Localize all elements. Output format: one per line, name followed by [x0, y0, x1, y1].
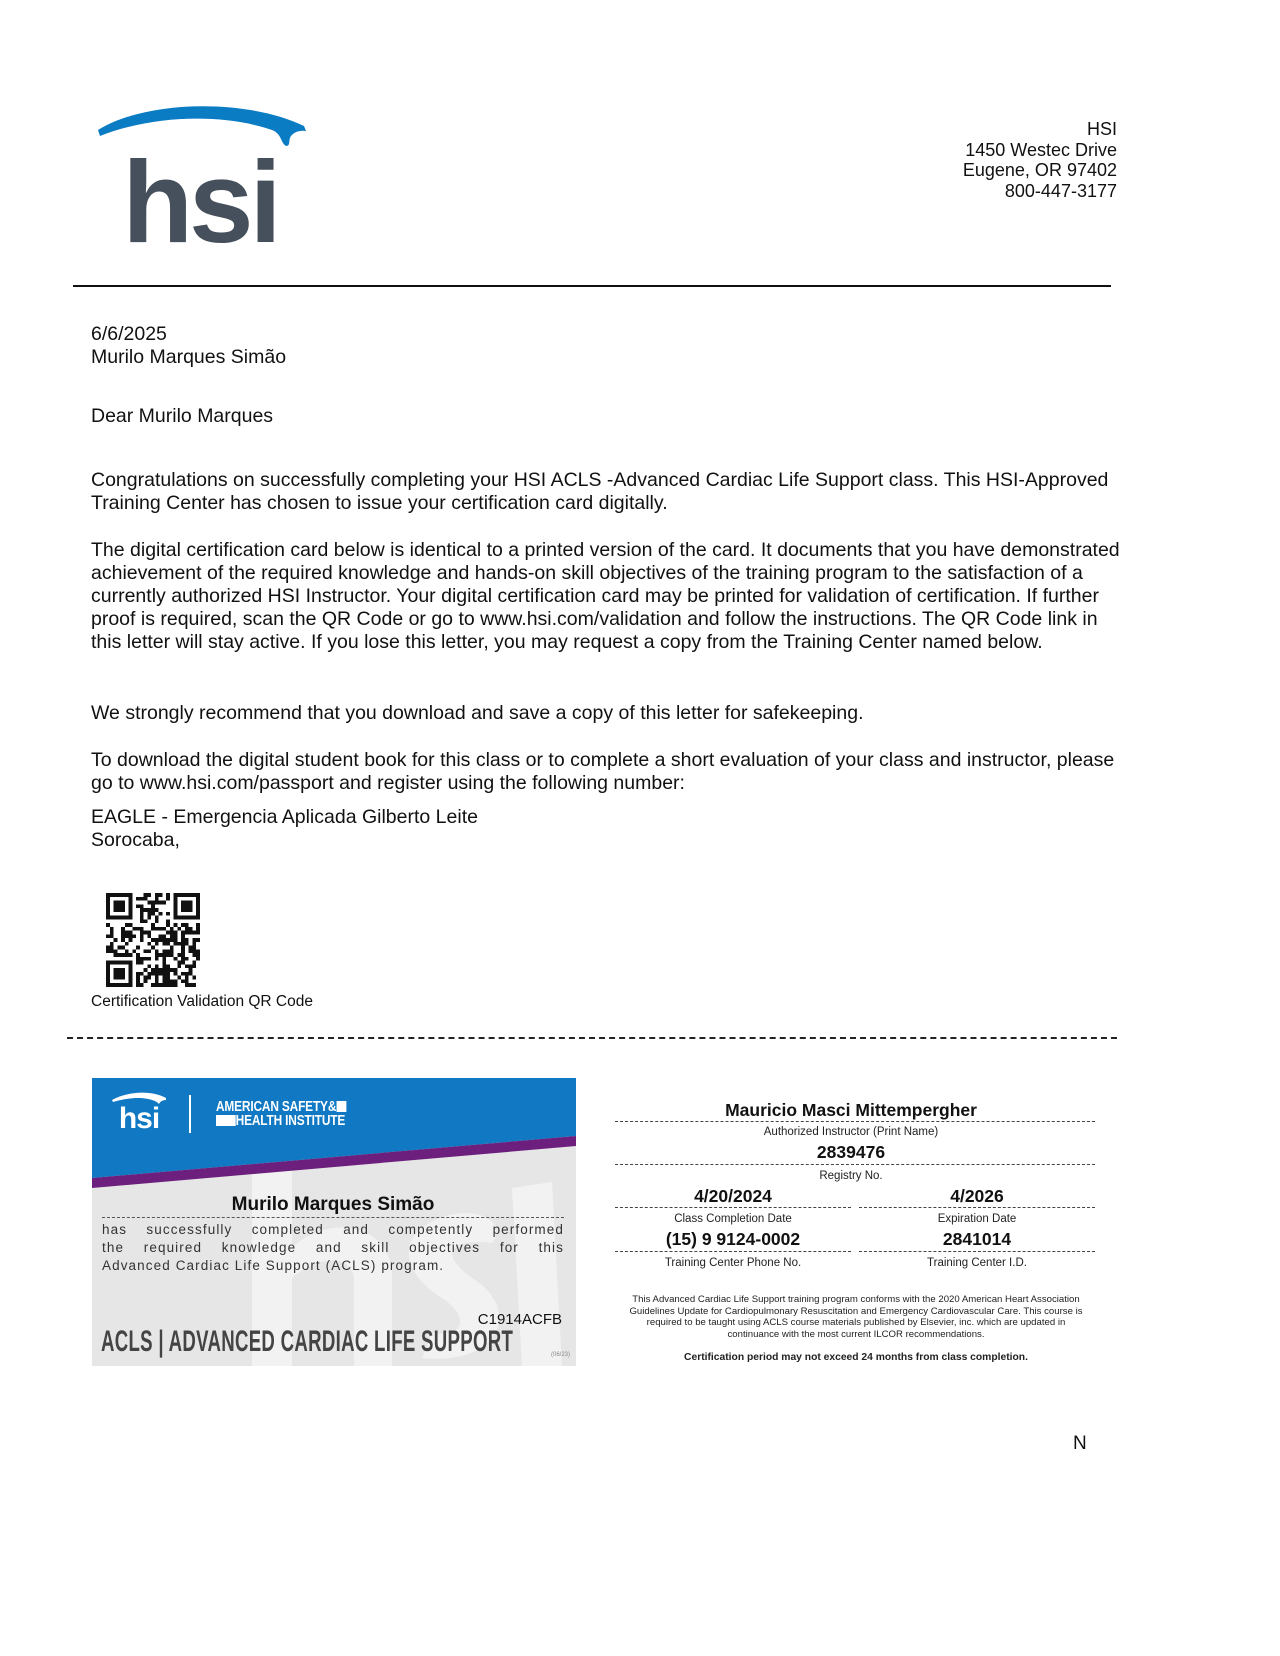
paragraph-digital-card: The digital certification card below is identical to a printed version of the card. It documents that you have demonstrated achievement of the required knowledge and hands-on skill objectives of the training program to the satisfaction of a currently authorized HSI Instructor. Your digital certification card may be printed for validation of certification. If further proof is required, scan the QR Code or go to www.hsi.com/validation and follow the instructions. The QR Code link in this letter will stay active. If you lose this letter, you may request a copy from the Training Center named below.: [91, 539, 1120, 653]
card-code: C1914ACFB: [477, 1311, 562, 1328]
qr-caption: Certification Validation QR Code: [91, 993, 313, 1010]
org-block-mark: [216, 1115, 236, 1126]
recipient-name: Murilo Marques Simão: [91, 346, 287, 368]
qr-code[interactable]: [106, 893, 200, 987]
completion-date-label: Class Completion Date: [674, 1213, 792, 1225]
card-org-line1: AMERICAN SAFETY&: [216, 1099, 337, 1115]
card-description-line: has successfully completed and competently performed: [102, 1222, 564, 1237]
footer-mark: N: [1073, 1433, 1087, 1454]
letter-date: 6/6/2025: [91, 323, 167, 345]
header-divider: [73, 285, 1111, 287]
card-description: [102, 1221, 564, 1275]
expiration-date-label: Expiration Date: [937, 1213, 1017, 1225]
greeting: Dear Murilo Marques: [91, 405, 274, 427]
sender-city: Eugene, OR 97402: [962, 160, 1117, 180]
field-underline: [859, 1251, 1095, 1252]
qr-code-graphic: [106, 893, 200, 987]
card-hsi-logo: [110, 1090, 168, 1132]
card-program-title: ACLS | ADVANCED CARDIAC LIFE SUPPORT: [101, 1325, 514, 1358]
training-center-id-label: Training Center I.D.: [927, 1257, 1027, 1269]
card-logo-wordmark: hsi: [118, 1102, 160, 1132]
field-underline: [615, 1207, 851, 1208]
certification-period-notice: Certification period may not exceed 24 months from class completion.: [684, 1352, 1028, 1363]
sender-name: HSI: [1086, 119, 1117, 139]
guidelines-notice: This Advanced Cardiac Life Support training program conforms with the 2020 American Heart Association Guidelines Update for Cardiopulmonary Resuscitation and Emergency Cardiovascular Care. This course is required to be taught using ACLS course materials published by Elsevier, inc. which are updated in continuance with the most current ILCOR recommendations.: [629, 1294, 1083, 1340]
card-logo-divider: [189, 1095, 191, 1133]
field-underline: [615, 1251, 851, 1252]
field-underline: [859, 1207, 1095, 1208]
training-center-name: EAGLE - Emergencia Aplicada Gilberto Leite: [91, 806, 478, 828]
hsi-logo: [96, 100, 312, 250]
training-center-phone-label: Training Center Phone No.: [664, 1257, 802, 1269]
org-block-mark: [336, 1101, 346, 1112]
field-underline: [615, 1164, 1095, 1165]
registry-number: 2839476: [816, 1142, 886, 1162]
registry-label: Registry No.: [819, 1170, 883, 1182]
expiration-date: 4/2026: [950, 1186, 1004, 1206]
completion-date: 4/20/2024: [694, 1186, 772, 1206]
paragraph-recommendation: We strongly recommend that you download and save a copy of this letter for safekeeping.: [91, 702, 864, 724]
card-description-line: Advanced Cardiac Life Support (ACLS) program.: [102, 1258, 445, 1273]
card-version: (06/23): [550, 1352, 570, 1358]
logo-wordmark: hsi: [122, 137, 278, 250]
sender-address: [963, 119, 1117, 201]
card-description-line: the required knowledge and skill objectives for this: [102, 1240, 564, 1255]
cut-line: [67, 1037, 1117, 1039]
certification-card-front: [92, 1078, 576, 1366]
card-student-name: Murilo Marques Simão: [231, 1194, 435, 1215]
training-center-city: Sorocaba,: [91, 829, 180, 851]
training-center-phone: (15) 9 9124-0002: [665, 1229, 801, 1249]
field-underline: [615, 1121, 1095, 1122]
instructor-name: Mauricio Masci Mittempergher: [725, 1100, 977, 1120]
date-block: [91, 323, 286, 369]
training-center-block: [91, 806, 478, 852]
hsi-logo-graphic: [96, 100, 312, 250]
sender-street: 1450 Westec Drive: [965, 139, 1117, 160]
sender-phone: 800-447-3177: [1004, 180, 1117, 201]
instructor-label: Authorized Instructor (Print Name): [763, 1126, 939, 1138]
card-organization: [216, 1100, 346, 1128]
certification-card-back: [600, 1078, 1112, 1378]
card-org-line2: HEALTH INSTITUTE: [235, 1113, 346, 1129]
training-center-id: 2841014: [942, 1229, 1012, 1249]
paragraph-download: To download the digital student book for this class or to complete a short evaluation of your class and instructor, please go to www.hsi.com/passport and register using the following number:: [91, 749, 1115, 794]
card-student-underline: [102, 1217, 564, 1218]
paragraph-congratulations: Congratulations on successfully completing your HSI ACLS -Advanced Cardiac Life Support class. This HSI-Approved Training Center has chosen to issue your certification card digitally.: [91, 469, 1109, 514]
